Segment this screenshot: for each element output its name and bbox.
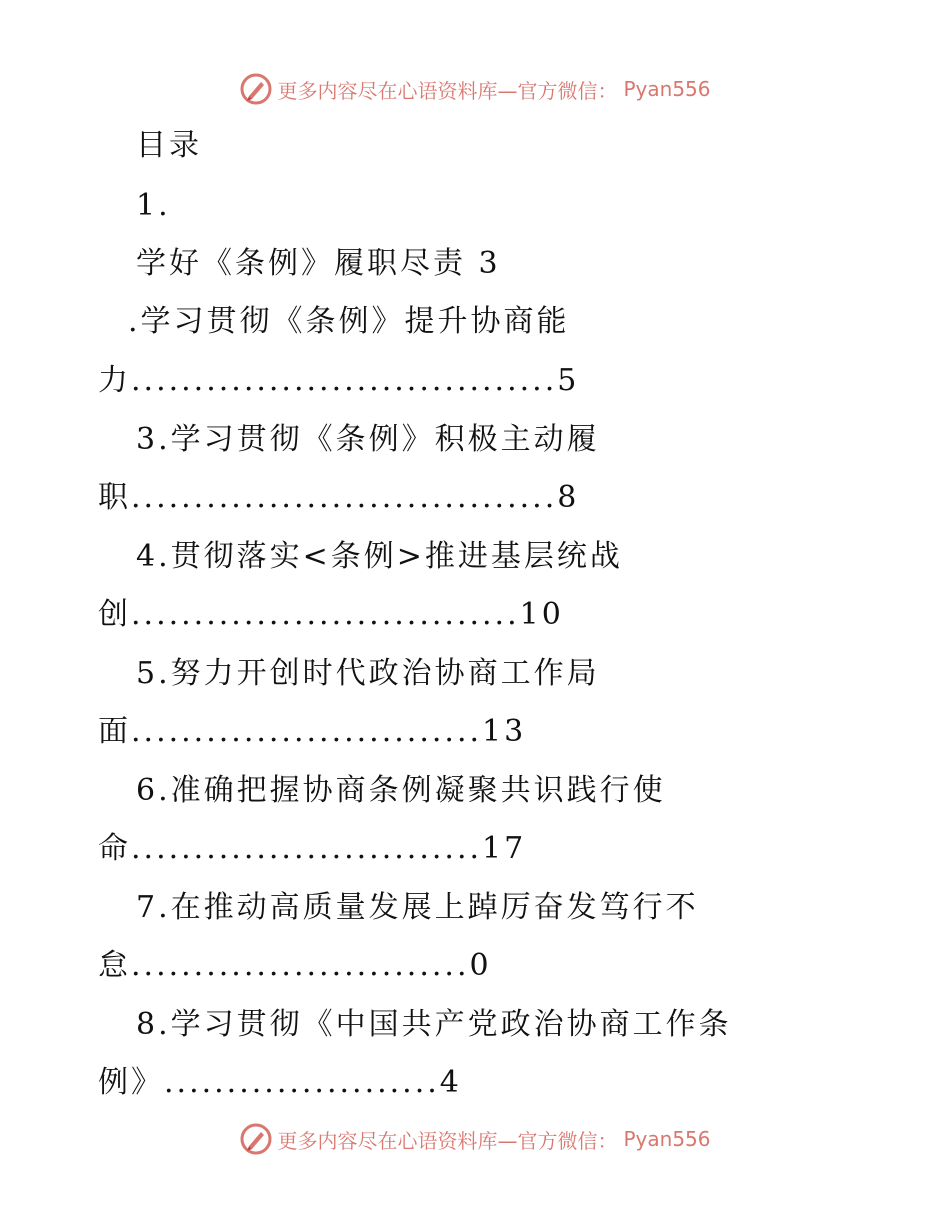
toc-line: 面............................13 bbox=[98, 714, 527, 749]
watermark-footer bbox=[0, 1122, 950, 1156]
watermark-header bbox=[0, 72, 950, 106]
toc-line: .学习贯彻《条例》提升协商能 bbox=[128, 304, 570, 339]
watermark-id: Pyan556 bbox=[623, 1127, 711, 1151]
toc-line: 3.学习贯彻《条例》积极主动履 bbox=[136, 422, 600, 457]
toc-line: 学好《条例》履职尽责 3 bbox=[136, 246, 501, 281]
toc-line: 力..................................5 bbox=[98, 363, 580, 398]
toc-title: 目录 bbox=[136, 128, 202, 163]
toc-line: 5.努力开创时代政治协商工作局 bbox=[136, 656, 600, 691]
watermark-text: 更多内容尽在心语资料库—官方微信： bbox=[277, 78, 618, 103]
toc-line: 6.准确把握协商条例凝聚共识践行使 bbox=[136, 773, 666, 808]
pen-logo-icon bbox=[239, 1122, 273, 1156]
pen-logo-icon bbox=[239, 72, 273, 106]
toc-line: 创...............................10 bbox=[98, 597, 564, 632]
toc-line: 命............................17 bbox=[98, 831, 527, 866]
toc-line: 7.在推动高质量发展上踔厉奋发笃行不 bbox=[136, 890, 699, 925]
toc-line: 怠...........................0 bbox=[98, 948, 492, 983]
watermark-text: 更多内容尽在心语资料库—官方微信： bbox=[277, 1128, 618, 1153]
toc-line: 例》......................4 bbox=[98, 1065, 462, 1100]
toc-line: 4.贯彻落实<条例>推进基层统战 bbox=[136, 539, 623, 574]
watermark-id: Pyan556 bbox=[623, 77, 711, 101]
toc-line: 1. bbox=[136, 188, 171, 223]
toc-line: 职..................................8 bbox=[98, 480, 580, 515]
toc-line: 8.学习贯彻《中国共产党政治协商工作条 bbox=[136, 1007, 732, 1042]
